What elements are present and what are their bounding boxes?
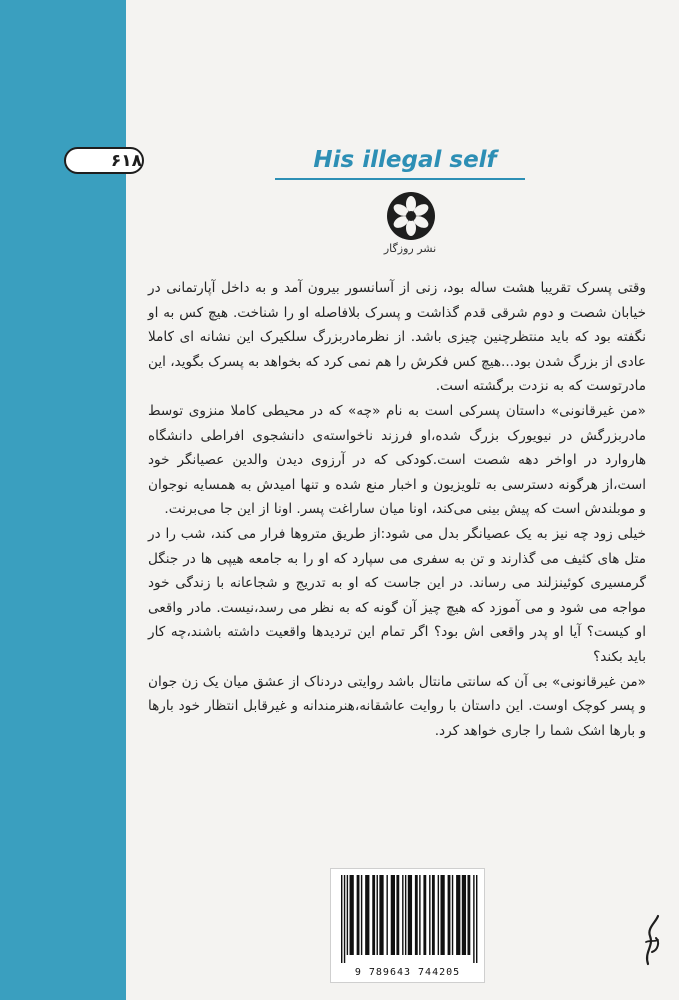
barcode-bar: [344, 875, 345, 963]
barcode-bar: [365, 875, 369, 955]
barcode-bar: [432, 875, 435, 955]
barcode-bar: [423, 875, 426, 955]
barcode-bar: [357, 875, 360, 955]
barcode-bar: [347, 875, 348, 955]
barcode-bar: [396, 875, 399, 955]
publisher-name: نشر روزگار: [383, 242, 437, 255]
barcode-bar: [361, 875, 362, 955]
back-cover-blurb: [148, 276, 646, 743]
barcode-bar: [391, 875, 395, 955]
blurb-paragraph-4: «من غیرقانونی» بی آن که سانتی مانتال باشد روایتی دردناک از عشق میان یک زن جوان و پسر کوچک اوست. این داستان با روایت عاشقانه،هنرمندانه و غیرقابل انتظار خود بارها و بارها اشک شما را جاری خواهد کرد.: [148, 673, 646, 739]
barcode-bar: [372, 875, 375, 955]
barcode-bar: [476, 875, 477, 963]
barcode-bar: [438, 875, 439, 955]
barcode-bars: [339, 875, 478, 963]
barcode-bar: [473, 875, 474, 963]
blurb-paragraph-2: «من غیرقانونی» داستان پسرکی است به نام «چه» که در محیطی کاملا منزوی توسط مادربزرگش در نیویورک بزرگ شده،او فرزند ناخواسته‌ی دانشجوی افراطی دانشگاه هاروارد در اواخر دهه شصت است.کودکی که در آرزوی دیدن والدین عصیانگر خود است،از هرگونه دسترسی به تلویزیون و اخبار منع شده و تنها امیدش به همسایه نوجوان و موبلندش است که پیش بینی می‌کند، اونا میان ساراغت پسر. اونا از این جا می‌برنت.: [148, 402, 646, 518]
title-underline: [275, 178, 525, 180]
barcode-bar: [462, 875, 466, 955]
barcode-bar: [456, 875, 460, 955]
blurb-paragraph-1: وقتی پسرک تقریبا هشت ساله بود، زنی از آسانسور بیرون آمد و به داخل آپارتمانی در خیابان شصت و دوم شرقی قدم گذاشت و پسرک بلافاصله او را شناخت. هیچ کس به او نگفته بود که باید منتظرچنین چیزی باشد. از نظرمادربزرگ سلکیرک این نشانه ای کاملا عادی از بزرگ شدن بود...هیچ کس فکرش را هم نمی کرد که بخواهد به پسرک بگوید، این مادرتوست که به نزدت برگشته است.: [148, 280, 646, 395]
isbn-number: 9 789643 744205: [354, 967, 461, 978]
series-number: ۶۱۸: [110, 150, 142, 171]
isbn-barcode: [330, 868, 485, 983]
barcode-bar: [448, 875, 451, 955]
blurb-paragraph-3: خیلی زود چه نیز به یک عصیانگر بدل می شود:از طریق متروها فرار می کند، شب را در متل های کثیف می گذارند و تن به سفری می سپارد که او را به جامعه هیپی ها در جنگل گرمسیری کوئینزلند می رساند. در این جاست که او به تدریج و شجاعانه با زندگی خود مواجه می شود و می آموزد که هیچ چیز آن گونه که به نظر می رسد،نیست. مادر واقعی او کیست؟ آیا او پدر واقعی اش بود؟ اگر تمام این تردیدها واقعیت داشته باشند،چه کار باید بکند؟: [148, 525, 646, 665]
barcode-bar: [402, 875, 403, 955]
barcode-bar: [341, 875, 342, 963]
barcode-bar: [350, 875, 354, 955]
signature-mark-icon: [640, 912, 666, 970]
barcode-bar: [452, 875, 453, 955]
barcode-bar: [429, 875, 430, 955]
flower-emblem-icon: [385, 190, 437, 242]
barcode-bar: [419, 875, 420, 955]
barcode-bar: [405, 875, 406, 955]
barcode-bar: [440, 875, 444, 955]
barcode-bar: [408, 875, 412, 955]
barcode-bar: [377, 875, 378, 955]
series-number-tab: [64, 147, 144, 174]
barcode-bar: [386, 875, 387, 955]
barcode-bar: [467, 875, 470, 955]
barcode-bar: [415, 875, 418, 955]
book-title: His illegal self: [313, 147, 497, 173]
barcode-bar: [379, 875, 383, 955]
